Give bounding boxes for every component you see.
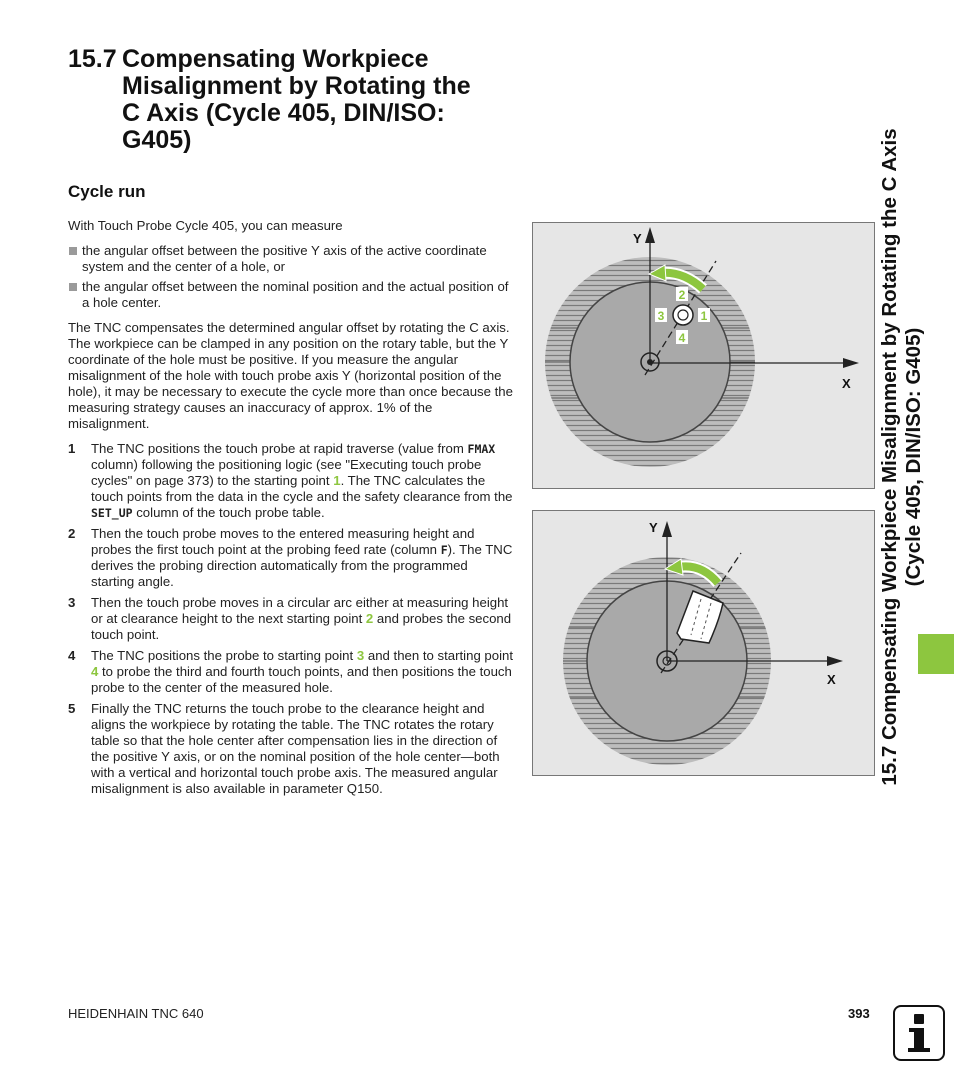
svg-text:4: 4 [678,331,686,345]
step-item: 2 Then the touch probe moves to the entered measuring height and probes the first touch point at the probing feed rate (column F). The TNC derives the probing direction automatically from the programmed starting angle. [68,526,513,589]
side-title-line-1: 15.7 Compensating Workpiece Misalignment by Rotating the C Axis [878,128,901,786]
point-ref: 4 [91,664,99,679]
code-set-up: SET_UP [91,506,133,520]
point-label-3 [655,308,667,323]
y-arrow-icon [662,521,672,537]
description-paragraph: The TNC compensates the determined angular offset by rotating the C axis. The workpiece can be clamped in any position on the rotary table, but the Y coordinate of the hole must be positive. If you measure the angular misalignment of the hole with touch probe axis Y (horizontal position of the hole), it may be necessary to execute the cycle more than once because the measuring strategy causes an inaccuracy of approx. 1% of the misalignment. [68,320,513,431]
y-axis-label: Y [649,520,658,535]
point-ref: 2 [365,611,374,626]
step-item: 3 Then the touch probe moves in a circular arc either at measuring height or at clearance height to the next starting point 2 and probes the second touch point. [68,595,512,642]
svg-text:3: 3 [657,309,665,323]
figure-probing-points [532,222,875,489]
bullet-text: the angular offset between the nominal position and the actual position of a hole center. [82,279,509,310]
side-title-line-2: (Cycle 405, DIN/ISO: G405) [902,327,925,587]
step-item: 4 The TNC positions the probe to starting point 3 and then to starting point 4 to probe the third and fourth touch points, and then positions the touch probe to the center of the measured hole. [68,648,514,695]
step-item: 1 The TNC positions the touch probe at rapid traverse (value from FMAX column) following the positioning logic (see "Executing touch probe cycles" on page 373) to the starting point 1. The TNC calculates the touch points from the data in the cycle and the safety clearance from the SET_UP column of the touch probe table. [68,441,513,520]
step-number: 1 [68,441,76,456]
point-ref: 1 [333,473,341,488]
step-item: 5 Finally the TNC returns the touch probe to the clearance height and aligns the workpiece by rotating the table. The TNC rotates the rotary table so that the hole center after compensation lies in the direction of the positive Y axis, or on the nominal position of the hole center—both with a vertical and horizontal touch probe axis. The measured angular misalignment is also available in parameter Q150. [68,701,500,796]
bullet-item [68,243,514,275]
point-label-2 [676,287,688,302]
bullet-square-icon [69,247,77,255]
section-title: Compensating Workpiece Misalignment by Rotating the C Axis (Cycle 405, DIN/ISO: G405) [122,45,471,154]
y-arrow-icon [645,227,655,243]
step-number: 2 [68,526,76,541]
x-arrow-icon [827,656,843,666]
y-axis-label: Y [633,231,642,246]
step-number: 5 [68,701,76,716]
point-label-4 [676,330,688,345]
figure-probe-measuring [532,510,875,776]
footer-product-name: HEIDENHAIN TNC 640 [68,1006,204,1021]
step-number: 3 [68,595,76,610]
figure-2-drawing [533,511,874,775]
x-axis-label: X [827,672,836,687]
step-number: 4 [68,648,76,663]
point-label-1 [698,308,710,323]
svg-text:2: 2 [678,288,686,302]
figure-1-drawing [533,223,874,488]
point-ref: 3 [356,648,365,663]
page-number: 393 [848,1006,870,1021]
info-icon [893,1005,945,1061]
hole-circle [673,305,693,325]
subheading-cycle-run: Cycle run [68,182,146,201]
x-arrow-icon [843,358,859,368]
bullet-square-icon [69,283,77,291]
bullet-text: the angular offset between the positive Y axis of the active coordinate system and the center of a hole, or [82,243,487,274]
svg-text:1: 1 [700,309,708,323]
x-axis-label: X [842,376,851,391]
section-number: 15.7 [68,45,117,73]
body-text [68,218,514,802]
code-fmax: FMAX [467,442,496,456]
code-f: F [440,543,448,557]
side-running-title [878,52,954,862]
intro-text: With Touch Probe Cycle 405, you can measure [68,218,343,233]
bullet-item [68,279,514,311]
